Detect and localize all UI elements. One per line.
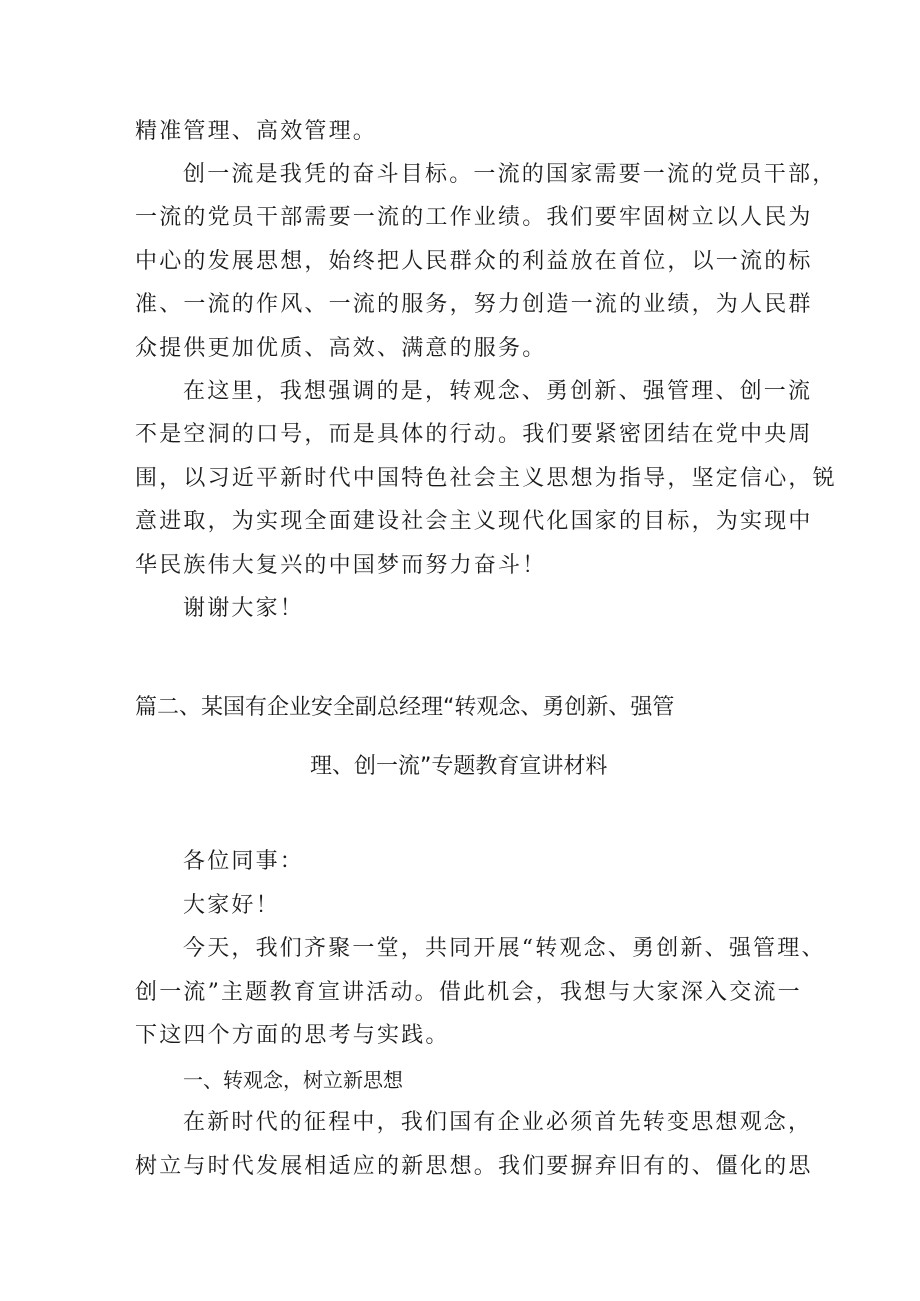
paragraph-3-line-1: 今天，我们齐聚一堂，共同开展“转观念、勇创新、强管理、: [183, 936, 826, 961]
paragraph-2-line-1: 在这里，我想强调的是，转观念、勇创新、强管理、创一流: [183, 379, 813, 404]
paragraph-1-line-2: 一流的党员干部需要一流的工作业绩。我们要牢固树立以人民为: [135, 205, 813, 230]
article-title-line-1: 篇二、某国有企业安全副总经理“转观念、勇创新、强管: [135, 695, 675, 720]
paragraph-3-line-3: 下这四个方面的思考与实践。: [135, 1023, 450, 1048]
section-1-heading: 一、转观念，树立新思想: [183, 1068, 403, 1092]
paragraph-continuation-line: 精准管理、高效管理。: [135, 119, 378, 144]
paragraph-2-line-3: 围，以习近平新时代中国特色社会主义思想为指导，坚定信心，锐: [135, 466, 837, 491]
paragraph-2-line-5: 华民族伟大复兴的中国梦而努力奋斗！: [135, 553, 547, 578]
paragraph-4-line-1: 在新时代的征程中，我们国有企业必须首先转变思想观念，: [183, 1110, 813, 1135]
paragraph-1-line-5: 众提供更加优质、高效、满意的服务。: [135, 336, 547, 361]
paragraph-1-line-3: 中心的发展思想，始终把人民群众的利益放在首位，以一流的标: [135, 249, 813, 274]
paragraph-1-line-4: 准、一流的作风、一流的服务，努力创造一流的业绩，为人民群: [135, 292, 813, 317]
paragraph-3-line-2: 创一流”主题教育宣讲活动。借此机会，我想与大家深入交流一: [135, 980, 802, 1005]
greeting-line: 各位同事：: [183, 849, 305, 874]
paragraph-1-line-1: 创一流是我凭的奋斗目标。一流的国家需要一流的党员干部，: [183, 162, 837, 187]
paragraph-4-line-2: 树立与时代发展相适应的新思想。我们要摒弃旧有的、僵化的思: [135, 1154, 813, 1179]
paragraph-2-line-4: 意进取，为实现全面建设社会主义现代化国家的目标，为实现中: [135, 509, 813, 534]
thanks-line: 谢谢大家！: [183, 596, 305, 621]
paragraph-2-line-2: 不是空洞的口号，而是具体的行动。我们要紧密团结在党中央周: [135, 422, 813, 447]
hello-line: 大家好！: [183, 893, 280, 918]
article-title-line-2: 理、创一流”专题教育宣讲材料: [310, 754, 608, 779]
